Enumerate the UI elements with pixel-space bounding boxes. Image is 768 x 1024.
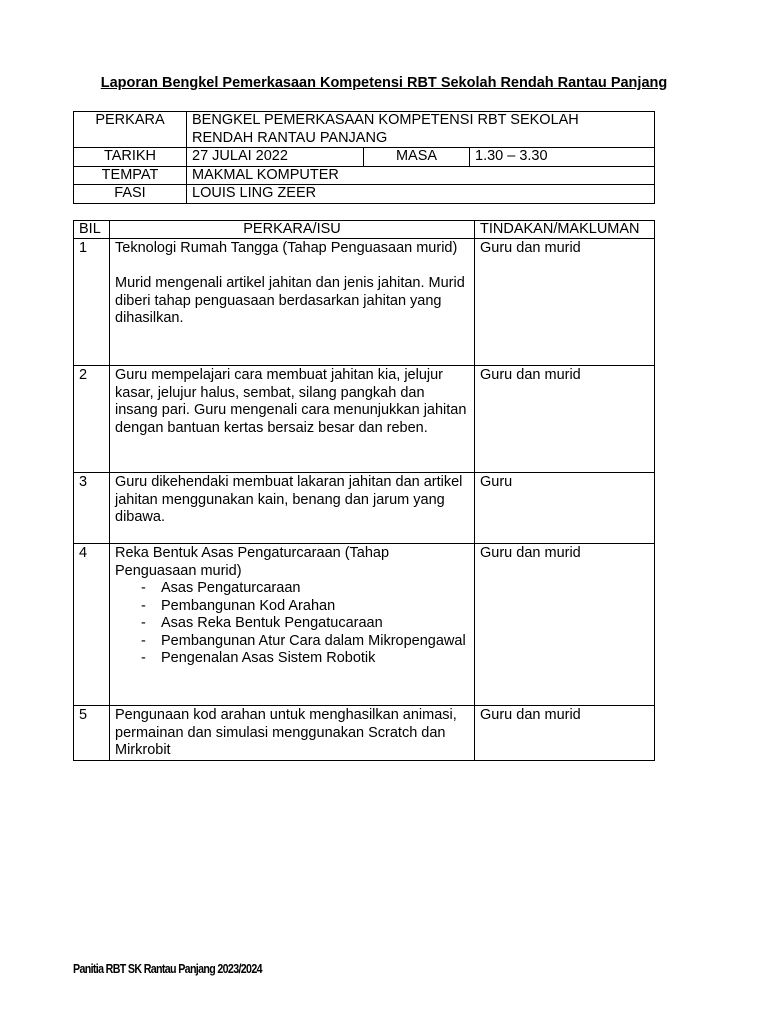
row-bil: 1: [74, 239, 110, 366]
row-perkara: [110, 706, 475, 761]
info-table: [73, 111, 655, 204]
list-item: - Pembangunan Kod Arahan: [141, 597, 336, 614]
dash-marker: -: [141, 580, 146, 596]
row-tindakan: Guru: [475, 473, 655, 544]
row-tindakan: Guru dan murid: [475, 366, 655, 473]
list-item: - Pembangunan Atur Cara dalam Mikropengawal: [141, 632, 466, 649]
info-row-fasi: [74, 185, 655, 204]
table-row: [74, 544, 655, 706]
list-item: - Asas Reka Bentuk Pengatucaraan: [141, 615, 383, 631]
row-perkara-heading: Teknologi Rumah Tangga (Tahap Penguasaan murid): [115, 240, 458, 256]
row-perkara-detail: Murid mengenali artikel jahitan dan jenis jahitan. Murid diberi tahap penguasaan berdasarkan jahitan yang dihasilkan.: [115, 275, 465, 326]
masa-label: MASA: [364, 148, 470, 167]
dash-marker: -: [141, 597, 146, 614]
list-item: - Asas Pengaturcaraan: [141, 580, 301, 596]
info-row-perkara: [74, 112, 655, 148]
table-row: [74, 366, 655, 473]
row-perkara-text: Guru dikehendaki membuat lakaran jahitan dan artikel jahitan menggunakan kain, benang dan jarum yang dibawa.: [115, 474, 463, 525]
table-row: [74, 239, 655, 366]
info-row-tarikh: [74, 148, 655, 167]
row-perkara: [110, 544, 475, 706]
row-tindakan: Guru dan murid: [475, 239, 655, 366]
row-perkara-heading: Reka Bentuk Asas Pengaturcaraan (Tahap Penguasaan murid): [115, 545, 390, 579]
header-perkara: PERKARA/ISU: [110, 221, 475, 239]
tarikh-value: 27 JULAI 2022: [187, 148, 364, 167]
header-bil: BIL: [74, 221, 110, 239]
dash-marker: -: [141, 632, 146, 649]
row-bil: 4: [74, 544, 110, 706]
row-perkara-text: Guru mempelajari cara membuat jahitan kia, jelujur kasar, jelujur halus, sembat, silang pangkah dan insang pari. Guru mengenali cara menunjukkan jahitan dengan bantuan kertas bersaiz besar dan reben.: [115, 367, 467, 436]
row-perkara: [110, 366, 475, 473]
info-row-tempat: [74, 166, 655, 185]
row-bil: 2: [74, 366, 110, 473]
row-tindakan: Guru dan murid: [475, 544, 655, 706]
tempat-label: TEMPAT: [74, 166, 187, 185]
masa-value: 1.30 – 3.30: [470, 148, 655, 167]
header-tindakan: TINDAKAN/MAKLUMAN: [475, 221, 655, 239]
topic-list: [115, 580, 469, 668]
tarikh-label: TARIKH: [74, 148, 187, 167]
perkara-label: PERKARA: [74, 112, 187, 148]
footer-text: Panitia RBT SK Rantau Panjang 2023/2024: [73, 961, 262, 976]
row-perkara: [110, 239, 475, 366]
table-row: [74, 706, 655, 761]
row-bil: 3: [74, 473, 110, 544]
row-perkara: [110, 473, 475, 544]
row-tindakan: Guru dan murid: [475, 706, 655, 761]
tempat-value: MAKMAL KOMPUTER: [187, 166, 655, 185]
table-row: [74, 473, 655, 544]
dash-marker: -: [141, 650, 146, 666]
dash-marker: -: [141, 615, 146, 631]
fasi-label: FASI: [74, 185, 187, 204]
document-title: Laporan Bengkel Pemerkasaan Kompetensi RBT Sekolah Rendah Rantau Panjang: [100, 75, 668, 91]
fasi-value: LOUIS LING ZEER: [187, 185, 655, 204]
row-perkara-text: Pengunaan kod arahan untuk menghasilkan animasi, permainan dan simulasi menggunakan Scratch dan Mirkrobit: [115, 707, 457, 758]
perkara-value: BENGKEL PEMERKASAAN KOMPETENSI RBT SEKOLAH RENDAH RANTAU PANJANG: [187, 112, 655, 148]
items-header-row: [74, 221, 655, 239]
row-bil: 5: [74, 706, 110, 761]
items-table: [73, 220, 655, 761]
list-item: - Pengenalan Asas Sistem Robotik: [141, 650, 376, 666]
